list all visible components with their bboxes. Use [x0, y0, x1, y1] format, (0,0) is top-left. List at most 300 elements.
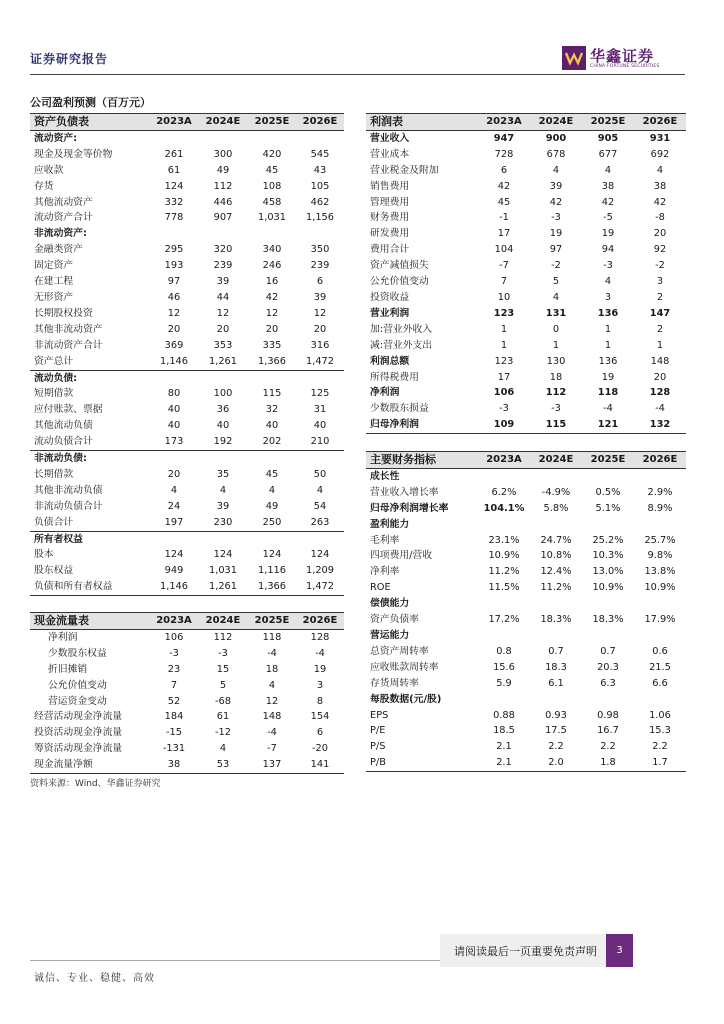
cell-value: 335 [262, 339, 282, 351]
cell-value: 193 [164, 260, 184, 272]
cell-value: 20 [216, 323, 230, 335]
row-label: 加:营业外收入 [370, 323, 433, 335]
cell-value [296, 226, 344, 242]
cell-value: 1,031 [257, 212, 287, 224]
row-label: 现金及现金等价物 [34, 148, 113, 160]
table-header-row [366, 452, 686, 469]
cell-value: 45 [265, 468, 279, 480]
cell-value: 8 [316, 695, 324, 707]
cell-value: 1 [500, 323, 508, 335]
cell-value: 25.2% [592, 534, 624, 546]
cell-value: 4 [316, 484, 324, 496]
cell-value: 3 [656, 276, 664, 288]
cell-value: 7 [500, 276, 508, 288]
cell-value: -7 [267, 743, 277, 755]
cell-value: 2.2 [652, 741, 668, 753]
year-header: 2026E [296, 613, 344, 630]
cell-value: 45 [265, 164, 279, 176]
table-row [30, 547, 344, 563]
cell-value: 23 [167, 663, 181, 675]
cell-value [634, 628, 686, 644]
row-label: 投资收益 [370, 291, 410, 303]
cell-value [248, 226, 296, 242]
cell-value: -4 [603, 403, 613, 415]
table-title: 利润表 [366, 114, 478, 131]
cell-value: 18 [549, 371, 563, 383]
cell-value: 1,146 [159, 355, 189, 367]
table-row [30, 258, 344, 274]
table-row [366, 580, 686, 596]
cell-value: 4 [604, 164, 612, 176]
row-label: 资产减值损失 [370, 260, 429, 272]
cell-value [198, 226, 248, 242]
cell-value: 17.2% [488, 614, 520, 626]
cell-value [478, 596, 530, 612]
table-row [30, 338, 344, 354]
table-row [366, 755, 686, 771]
table-row [366, 485, 686, 501]
cell-value: 4 [268, 484, 276, 496]
cell-value: 1 [500, 339, 508, 351]
cell-value: -3 [551, 212, 561, 224]
cell-value [198, 451, 248, 467]
cell-value [150, 130, 198, 146]
cell-value: 1,156 [305, 212, 335, 224]
cell-value: 0.8 [496, 645, 512, 657]
cell-value: 17 [497, 371, 511, 383]
cell-value: 6 [316, 727, 324, 739]
cell-value: 18.5 [493, 725, 515, 737]
year-header: 2024E [530, 452, 582, 469]
cell-value: 1,261 [208, 355, 238, 367]
row-label: 归母净利润增长率 [370, 502, 449, 514]
table-row [366, 195, 686, 211]
table-row [366, 130, 686, 146]
table-row [30, 179, 344, 195]
cell-value: 40 [216, 420, 230, 432]
cell-value: 6 [316, 276, 324, 288]
table-row [366, 692, 686, 708]
table-row [30, 195, 344, 211]
cell-value: 210 [310, 436, 330, 448]
row-label: 总资产周转率 [370, 645, 429, 657]
cell-value: 1,031 [208, 565, 238, 577]
cell-value: 130 [546, 355, 566, 367]
year-header: 2025E [582, 114, 634, 131]
cell-value: 109 [478, 417, 530, 433]
table-row [30, 418, 344, 434]
section-title: 公司盈利预测（百万元） [30, 96, 151, 109]
cell-value: -3 [551, 403, 561, 415]
cell-value: 32 [265, 404, 279, 416]
cell-value: 132 [634, 417, 686, 433]
row-label: 股东权益 [34, 565, 74, 577]
row-label: 所有者权益 [30, 531, 150, 547]
cell-value: -4 [267, 727, 277, 739]
cell-value [248, 531, 296, 547]
table-row [366, 612, 686, 628]
table-row [30, 629, 344, 645]
table-row [366, 242, 686, 258]
table-row [366, 533, 686, 549]
cell-value: 104.1% [483, 502, 525, 514]
row-label: 流动负债: [30, 370, 150, 386]
footer-divider [30, 960, 440, 961]
cell-value: 0.93 [545, 709, 567, 721]
cell-value: 45 [497, 196, 511, 208]
balance-sheet-table [30, 113, 344, 596]
table-row [366, 739, 686, 755]
cell-value: 128 [649, 387, 671, 399]
cell-value: 2 [656, 323, 664, 335]
cell-value: 38 [653, 180, 667, 192]
cell-value: 108 [262, 180, 282, 192]
table-row [30, 579, 344, 595]
cell-value: 17.5 [545, 725, 567, 737]
cell-value: 19 [601, 228, 615, 240]
cell-value [634, 468, 686, 484]
row-label: 经营活动现金净流量 [34, 711, 123, 723]
cell-value: 2.0 [530, 755, 582, 771]
cell-value: 54 [313, 500, 327, 512]
income-statement-table [366, 113, 686, 434]
cell-value: 246 [262, 260, 282, 272]
cell-value: 1.8 [582, 755, 634, 771]
cell-value: 0.88 [493, 709, 515, 721]
data-source-note: 资料来源：Wind、华鑫证券研究 [30, 779, 161, 789]
cell-value: 112 [213, 180, 233, 192]
cell-value: 1.7 [634, 755, 686, 771]
table-row [366, 163, 686, 179]
row-label: P/B [366, 755, 478, 771]
table-row [30, 678, 344, 694]
cell-value: 4 [656, 164, 664, 176]
row-label: 其他流动负债 [34, 420, 93, 432]
table-row [30, 147, 344, 163]
cell-value: 1.06 [649, 709, 671, 721]
year-header: 2026E [296, 114, 344, 131]
cell-value: 19 [313, 663, 327, 675]
table-row [366, 274, 686, 290]
row-label: 利润总额 [370, 355, 410, 367]
cash-flow-table [30, 612, 344, 774]
cell-value: 39 [216, 500, 230, 512]
cell-value: 124 [310, 549, 330, 561]
cell-value: 97 [549, 244, 563, 256]
cell-value: 123 [494, 355, 514, 367]
row-label: 资产总计 [34, 355, 74, 367]
cell-value: 42 [653, 196, 667, 208]
cell-value: 50 [313, 468, 327, 480]
cell-value: -4.9% [541, 486, 571, 498]
cell-value: 353 [213, 339, 233, 351]
year-header: 2023A [150, 114, 198, 131]
cell-value [150, 370, 198, 386]
row-label: 非流动负债: [30, 451, 150, 467]
table-row [30, 242, 344, 258]
cell-value: 20 [653, 228, 667, 240]
cell-value: 5.8% [543, 502, 569, 514]
row-label: 非流动资产合计 [34, 339, 103, 351]
cell-value: 141 [296, 757, 344, 773]
cell-value: 949 [164, 565, 184, 577]
cell-value: 124 [164, 180, 184, 192]
cell-value: 1,366 [248, 579, 296, 595]
table-row [366, 210, 686, 226]
cell-value: 115 [530, 417, 582, 433]
table-title: 主要财务指标 [366, 452, 478, 469]
table-row [30, 451, 344, 467]
cell-value: 100 [213, 388, 233, 400]
cell-value: 16.7 [597, 725, 619, 737]
cell-value: 0.7 [548, 645, 564, 657]
cell-value: -2 [655, 260, 665, 272]
table-row [30, 646, 344, 662]
cell-value: 40 [313, 420, 327, 432]
table-row [30, 306, 344, 322]
cell-value: -12 [214, 727, 231, 739]
cell-value: 545 [310, 148, 330, 160]
cell-value: 6 [500, 164, 508, 176]
cell-value: 17.9% [644, 614, 676, 626]
cell-value: -4 [315, 647, 325, 659]
cell-value: 0.98 [597, 709, 619, 721]
cell-value: 10 [497, 291, 511, 303]
cell-value: 115 [262, 388, 282, 400]
row-label: 所得税费用 [370, 371, 419, 383]
table-row [30, 274, 344, 290]
table-row [30, 402, 344, 418]
row-label: 存货 [34, 180, 54, 192]
cell-value: 35 [216, 468, 230, 480]
cell-value: 192 [213, 436, 233, 448]
year-header: 2024E [530, 114, 582, 131]
row-label: 营业收入 [370, 132, 410, 144]
table-row [366, 226, 686, 242]
cell-value: -3 [603, 260, 613, 272]
cell-value: 36 [216, 404, 230, 416]
row-label: 应付账款、票据 [34, 404, 103, 416]
cell-value [530, 692, 582, 708]
cell-value: 42 [601, 196, 615, 208]
cell-value: 106 [493, 387, 515, 399]
row-label: 折旧摊销 [48, 663, 88, 675]
cell-value: 1,146 [150, 579, 198, 595]
cell-value: -5 [603, 212, 613, 224]
cell-value: 131 [545, 307, 567, 319]
cell-value: 1,116 [257, 565, 287, 577]
cell-value: 121 [582, 417, 634, 433]
cell-value: 5.9 [496, 677, 512, 689]
table-row [366, 564, 686, 580]
cell-value [478, 517, 530, 533]
row-label: 非流动资产: [34, 228, 87, 240]
cell-value: 10.8% [540, 550, 572, 562]
cell-value: 9.8% [647, 550, 673, 562]
row-label: 营业税金及附加 [370, 164, 439, 176]
cell-value: 24.7% [540, 534, 572, 546]
row-label: 流动资产: [34, 132, 78, 144]
cell-value: -7 [499, 260, 509, 272]
table-row [366, 644, 686, 660]
cell-value: 125 [310, 388, 330, 400]
table-row [366, 723, 686, 739]
cell-value: 778 [164, 212, 184, 224]
row-label: 费用合计 [370, 244, 410, 256]
table-row [366, 660, 686, 676]
cell-value: 105 [310, 180, 330, 192]
cell-value: 18 [265, 663, 279, 675]
row-label: 负债合计 [34, 516, 74, 528]
cell-value: 20 [653, 371, 667, 383]
table-row [30, 662, 344, 678]
cell-value: 2.2 [548, 741, 564, 753]
cell-value: 1 [604, 323, 612, 335]
cell-value: -15 [165, 727, 182, 739]
table-row [30, 741, 344, 757]
cell-value: -3 [218, 647, 228, 659]
cell-value: 148 [650, 355, 670, 367]
cell-value: 17 [497, 228, 511, 240]
cell-value: 316 [310, 339, 330, 351]
cell-value: 10.9% [592, 582, 624, 594]
cell-value [530, 468, 582, 484]
cell-value: 20 [313, 323, 327, 335]
table-row [366, 179, 686, 195]
cell-value: 900 [545, 132, 567, 144]
cell-value: -2 [551, 260, 561, 272]
cell-value: 19 [601, 371, 615, 383]
cell-value: 52 [167, 695, 181, 707]
cell-value: 2.9% [647, 486, 673, 498]
table-row [366, 401, 686, 417]
cell-value: -4 [267, 647, 277, 659]
cell-value [296, 130, 344, 146]
cell-value [634, 692, 686, 708]
table-row [30, 163, 344, 179]
year-header: 2024E [198, 613, 248, 630]
cell-value: -131 [162, 743, 186, 755]
cell-value: 124 [262, 549, 282, 561]
row-label: 流动负债合计 [34, 436, 93, 448]
cell-value: 350 [310, 244, 330, 256]
row-label: 偿债能力 [370, 598, 410, 610]
cell-value [478, 468, 530, 484]
page-number: 3 [606, 934, 633, 967]
cell-value: 15 [216, 663, 230, 675]
cell-value: 250 [262, 516, 282, 528]
cell-value: 10.3% [592, 550, 624, 562]
cell-value: 300 [213, 148, 233, 160]
table-row [30, 709, 344, 725]
cell-value: 2.1 [496, 741, 512, 753]
company-logo [562, 44, 662, 74]
table-row [366, 596, 686, 612]
cell-value [248, 451, 296, 467]
table-row [366, 708, 686, 724]
row-label: 少数股东损益 [370, 403, 429, 415]
row-label: 股本 [34, 549, 54, 561]
cell-value: 4 [219, 484, 227, 496]
cell-value [198, 531, 248, 547]
row-label: 无形资产 [34, 291, 74, 303]
cell-value [582, 628, 634, 644]
table-row [366, 258, 686, 274]
row-label: 长期股权投资 [34, 307, 93, 319]
cell-value: 112 [213, 631, 233, 643]
cell-value: 104 [494, 244, 514, 256]
cell-value: 692 [650, 148, 670, 160]
cell-value: 239 [310, 260, 330, 272]
footer-motto: 诚信、专业、稳健、高效 [34, 973, 155, 984]
cell-value: 5 [219, 679, 227, 691]
table-row [366, 417, 686, 433]
row-label: 净利润 [370, 387, 400, 399]
cell-value: 947 [493, 132, 515, 144]
cell-value: 18.3 [545, 661, 567, 673]
row-label: 其他流动资产 [34, 196, 93, 208]
cell-value: 124 [213, 549, 233, 561]
cell-value: 80 [167, 388, 181, 400]
cell-value: 13.8% [644, 566, 676, 578]
cell-value [530, 628, 582, 644]
year-header: 2025E [248, 613, 296, 630]
logo-text-cn: 华鑫证券 [590, 47, 655, 65]
cell-value: 197 [164, 516, 184, 528]
table-row [30, 563, 344, 579]
row-label: 销售费用 [370, 180, 410, 192]
cell-value [150, 451, 198, 467]
cell-value: 11.5% [488, 582, 520, 594]
table-title: 资产负债表 [30, 114, 150, 131]
cell-value: 905 [597, 132, 619, 144]
cell-value: 420 [262, 148, 282, 160]
cell-value: -1 [499, 212, 509, 224]
row-label: P/S [370, 741, 386, 753]
cell-value: -3 [499, 403, 509, 415]
cell-value: 10.9% [644, 582, 676, 594]
cell-value: 1,366 [257, 355, 287, 367]
cell-value: 11.2% [540, 582, 572, 594]
year-header: 2026E [634, 452, 686, 469]
table-row [366, 147, 686, 163]
cell-value: 4 [552, 164, 560, 176]
table-row [30, 386, 344, 402]
cell-value: -20 [311, 743, 328, 755]
row-label: 负债和所有者权益 [30, 579, 150, 595]
cell-value: -3 [169, 647, 179, 659]
cell-value: 4 [219, 743, 227, 755]
row-label: 公允价值变动 [370, 276, 429, 288]
row-label: 固定资产 [34, 260, 74, 272]
table-row [30, 694, 344, 710]
cell-value: 12 [265, 307, 279, 319]
row-label: 四项费用/营收 [370, 550, 433, 562]
year-header: 2026E [634, 114, 686, 131]
cell-value: 4 [552, 291, 560, 303]
cell-value: 12 [265, 695, 279, 707]
table-header-row [30, 613, 344, 630]
cell-value [634, 517, 686, 533]
cell-value [582, 596, 634, 612]
cell-value: 112 [545, 387, 567, 399]
cell-value: 23.1% [488, 534, 520, 546]
table-row [366, 548, 686, 564]
cell-value: 49 [216, 164, 230, 176]
table-row [366, 322, 686, 338]
financial-ratios-table [366, 451, 686, 772]
cell-value [150, 226, 198, 242]
